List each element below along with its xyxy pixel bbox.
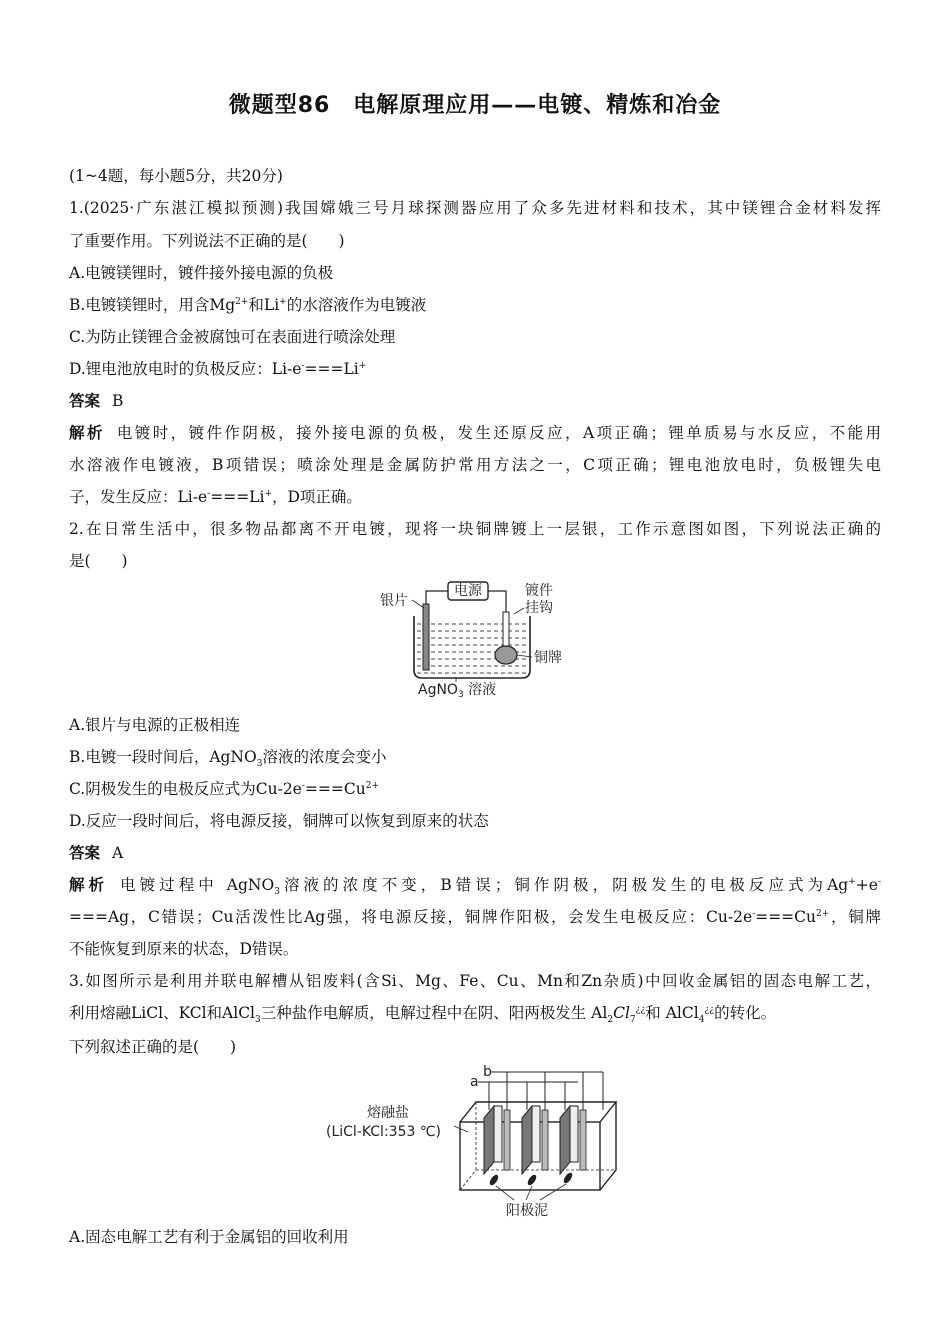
- q3-stem-line2: 利用熔融LiCl、KCl和AlCl$_3$三种盐作电解质，电解过程中在阴、阳两极发生 $Al_2Cl_7^{¿¿}$和 AlCl$_4$¿¿的转化。: [69, 1004, 777, 1026]
- fig-salt-label-2: (LiCl-KCl:353 ℃): [326, 1124, 442, 1140]
- fig-silver-label: 银片: [380, 593, 408, 609]
- q2-analysis-line3: 不能恢复到原来的状态，D错误。: [69, 940, 299, 958]
- hook: [503, 612, 509, 650]
- q1-option-c: C.为防止镁锂合金被腐蚀可在表面进行喷涂处理: [69, 328, 396, 346]
- fig-label-a: a: [470, 1074, 479, 1090]
- q1-stem-line1: 1.(2025·广东湛江模拟预测)我国嫦娥三号月球探测器应用了众多先进材料和技术，其中镁锂合金材料发挥: [69, 199, 881, 217]
- q2-stem-line1: 2.在日常生活中，很多物品都离不开电镀，现将一块铜牌镀上一层银，工作示意图如图，下列说法正确的: [69, 520, 881, 538]
- q3-stem-line1: 3.如图所示是利用并联电解槽从铝废料(含Si、Mg、Fe、Cu、Mn和Zn杂质)中回收金属铝的固态电解工艺，: [69, 972, 881, 990]
- q1-option-b: B.电镀镁锂时，用含$Mg^{2+}$和Li+的水溶液作为电镀液: [69, 296, 427, 314]
- q1-analysis-line3: 子，发生反应：Li-e-===Li+，D项正确。: [69, 488, 362, 506]
- answer-value: B: [112, 392, 124, 410]
- copper-plate: [495, 646, 517, 664]
- q1-analysis-line1: 解析 电镀时，镀件作阴极，接外接电源的负极，发生还原反应，A项正确；锂单质易与水反应，不能用: [69, 424, 881, 442]
- question-intro: (1~4题，每小题5分，共20分): [69, 167, 283, 185]
- silver-plate: [423, 604, 429, 670]
- electroplating-diagram: [374, 578, 574, 700]
- fig-hook-label-1: 镀件: [525, 583, 553, 599]
- q2-analysis-line2: ===Ag，C错误；Cu活泼性比Ag强，将电源反接，铜牌作阳极，会发生电极反应：$Cu-2e^-===Cu^{2+}$，铜牌: [69, 908, 881, 926]
- q2-option-b: B.电镀一段时间后，AgNO$_3$溶液的浓度会变小: [69, 748, 387, 770]
- q2-stem-line2: 是( ): [69, 552, 128, 570]
- analysis-label: 解析: [69, 424, 105, 442]
- answer-label: 答案: [69, 844, 101, 862]
- q1-option-d: D.锂电池放电时的负极反应：Li-e-===Li+: [69, 360, 367, 378]
- q2-answer: [69, 841, 881, 863]
- fig-solution-label: AgNO$_3$ 溶液: [418, 682, 497, 700]
- fig-mud-label: 阳极泥: [506, 1203, 548, 1217]
- q2-option-a: A.银片与电源的正极相连: [69, 716, 241, 734]
- electrolysis-cell-diagram: [318, 1062, 638, 1217]
- q3-option-a: A.固态电解工艺有利于金属铝的回收利用: [69, 1228, 349, 1246]
- q2-option-c: C.阴极发生的电极反应式为$Cu-2e^-===Cu^{2+}$: [69, 780, 379, 798]
- analysis-label: 解析: [69, 876, 109, 894]
- page-title: 微题型86 电解原理应用——电镀、精炼和冶金: [228, 93, 722, 118]
- anode-mud: [488, 1171, 574, 1186]
- fig-hook-label-2: 挂钩: [525, 600, 553, 616]
- fig-salt-label-1: 熔融盐: [367, 1105, 409, 1121]
- electrode-plates: [484, 1106, 586, 1174]
- fig-label-b: b: [483, 1064, 492, 1080]
- fig-power-label: 电源: [454, 583, 482, 599]
- q2-analysis-line1: 解析 电镀过程中 AgNO$_3$溶液的浓度不变，B错误；铜作阴极，阴极发生的电极反应式为Ag++e-: [69, 876, 881, 898]
- answer-value: A: [112, 844, 124, 862]
- q1-stem-line2: 了重要作用。下列说法不正确的是( ): [69, 232, 345, 250]
- q2-option-d: D.反应一段时间后，将电源反接，铜牌可以恢复到原来的状态: [69, 812, 489, 830]
- answer-label: 答案: [69, 392, 101, 410]
- fig-copper-label: 铜牌: [534, 650, 562, 666]
- q3-stem-line3: 下列叙述正确的是( ): [69, 1038, 237, 1056]
- q1-option-a: A.电镀镁锂时，镀件接外接电源的负极: [69, 264, 334, 282]
- q1-analysis-line2: 水溶液作电镀液，B项错误；喷涂处理是金属防护常用方法之一，C项正确；锂电池放电时，负极锂失电: [69, 456, 881, 474]
- q1-answer: [69, 389, 881, 411]
